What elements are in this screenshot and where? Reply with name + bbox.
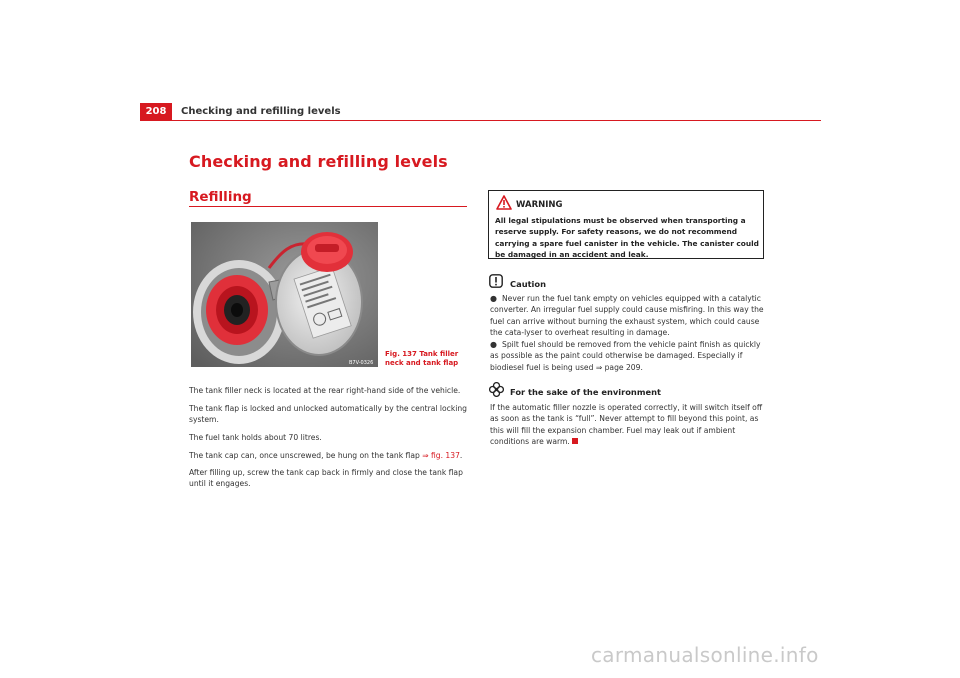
header-rule xyxy=(140,120,821,121)
body-paragraph: The fuel tank holds about 70 litres. xyxy=(189,433,322,442)
tank-filler-illustration xyxy=(191,222,378,367)
body-paragraph: The tank flap is locked and unlocked automatically by the central locking system. xyxy=(189,404,467,425)
caution-exclamation-icon xyxy=(489,274,503,288)
environment-text xyxy=(490,402,768,447)
body-paragraph: After filling up, screw the tank cap back in firmly and close the tank flap until it engages. xyxy=(189,468,463,489)
warning-text: All legal stipulations must be observed when transporting a reserve supply. For safety reasons, we do not recommend carrying a spare fuel canister in the vehicle. The canister could be damaged in an accident and leak. xyxy=(495,216,759,260)
body-paragraph xyxy=(189,450,469,461)
chapter-title: Checking and refilling levels xyxy=(189,152,448,171)
warning-box xyxy=(488,190,764,259)
section-title: Refilling xyxy=(189,189,252,205)
body-text: . xyxy=(459,451,463,460)
page-number: 208 xyxy=(140,103,172,120)
body-paragraph: The tank filler neck is located at the rear right-hand side of the vehicle. xyxy=(189,386,461,395)
environment-heading: For the sake of the environment xyxy=(510,387,661,397)
watermark: carmanualsonline.info xyxy=(591,643,819,667)
running-title: Checking and refilling levels xyxy=(181,106,341,117)
figure-reference-link[interactable]: ⇒ fig. 137 xyxy=(422,451,460,460)
figure-code: B7V-0326 xyxy=(349,360,374,366)
section-rule xyxy=(189,206,467,207)
caution-heading: Caution xyxy=(510,279,547,289)
caution-bullet-text: Spilt fuel should be removed from the vehicle paint finish as quickly as possible as the paint could otherwise be damaged. Especially if biodiesel fuel is being used ⇒ page 209. xyxy=(490,340,761,372)
bullet-icon: ● xyxy=(490,294,497,303)
warning-triangle-icon xyxy=(496,195,512,210)
caution-bullet xyxy=(490,293,768,338)
end-of-section-marker xyxy=(572,438,578,444)
bullet-icon: ● xyxy=(490,340,497,349)
warning-heading: WARNING xyxy=(516,200,563,210)
caution-bullet xyxy=(490,339,768,373)
figure-caption: Fig. 137 Tank filler neck and tank flap xyxy=(385,350,459,367)
caution-bullet-text: Never run the fuel tank empty on vehicles equipped with a catalytic converter. An irregular fuel supply could cause misfiring. In this way the fuel can arrive without burning the exhaust system, which could cause the cata-lyser to overheat resulting in damage. xyxy=(490,294,764,337)
environment-flower-icon xyxy=(489,382,504,397)
tank-filler-figure xyxy=(191,222,378,367)
environment-body: If the automatic filler nozzle is operated correctly, it will switch itself off as soon as the tank is “full”. Never attempt to fill beyond this point, as this will fill the expansion chamber. Fuel may leak out if ambient conditions are warm. xyxy=(490,403,763,446)
body-text: The tank cap can, once unscrewed, be hung on the tank flap xyxy=(189,451,423,460)
